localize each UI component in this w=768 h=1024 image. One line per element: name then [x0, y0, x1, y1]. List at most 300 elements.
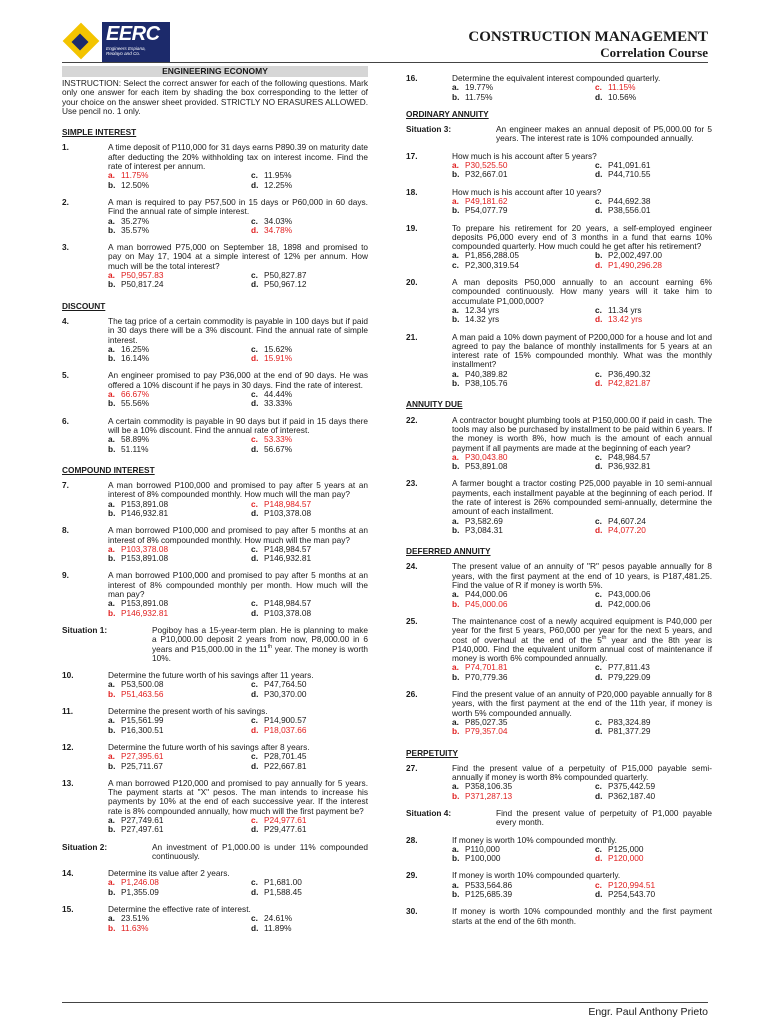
option-c: P24,977.61 [264, 815, 307, 825]
option-letter: c. [251, 343, 258, 354]
option-c: P43,000.06 [608, 589, 651, 600]
option-d: 56.67% [264, 443, 293, 454]
option-letter: d. [595, 259, 603, 270]
question-text: The present value of an annuity of "R" pesos payable annually for 8 years, with the first payment at the end of 10 years, is P187,481.25. Find the value of R if money is worth 5%. [452, 561, 712, 591]
question-number: 6. [62, 415, 69, 426]
option-letter: b. [108, 179, 116, 190]
option-b: 11.75% [465, 91, 493, 102]
option-letter: c. [595, 879, 602, 890]
option-letter: b. [108, 688, 116, 699]
option-letter: b. [452, 461, 460, 472]
option-letter: d. [595, 790, 603, 801]
option-b: P53,891.08 [465, 461, 508, 472]
option-a: P53,500.08 [121, 679, 164, 690]
option-letter: d. [595, 378, 603, 389]
option-letter: b. [108, 886, 116, 897]
question [62, 571, 368, 617]
option-a: 35.27% [121, 215, 150, 226]
option-letter: d. [251, 607, 259, 618]
option-letter: c. [251, 434, 258, 445]
question-text: How much is his account after 10 years? [452, 186, 602, 197]
option-letter: c. [595, 368, 602, 379]
option-letter: c. [595, 515, 602, 526]
question-number: 9. [62, 570, 69, 581]
question-number: 4. [62, 315, 69, 326]
question-number: 14. [62, 868, 74, 879]
option-c: P77,811.43 [608, 662, 650, 673]
section-annuity-due: ANNUITY DUE [406, 399, 463, 410]
option-d: P103,378.08 [264, 507, 312, 518]
option-d: P146,932.81 [264, 553, 312, 564]
option-b: P1,355.09 [121, 886, 159, 897]
option-c: 11.95% [264, 170, 292, 181]
option-a: 58.89% [121, 434, 150, 445]
option-letter: b. [452, 598, 460, 609]
option-c: 11.34 yrs [608, 304, 642, 315]
question [406, 152, 712, 180]
option-a: P153,891.08 [121, 498, 169, 509]
question-number: 28. [406, 834, 418, 845]
question-text: Determine the effective rate of interest. [108, 904, 251, 915]
option-letter: a. [452, 160, 459, 171]
option-letter: d. [251, 760, 259, 771]
option-letter: a. [452, 195, 459, 206]
question-text: A man paid a 10% down payment of P200,000 for a house and lot and agreed to pay the balance of monthly installments for 5 years at an interest rate of 15% compounded monthly. What was the monthly installment? [452, 331, 712, 370]
question-text: A man deposits P50,000 annually to an account earning 6% compounded continuously. How many years will it take him to accumulate P1,000,000? [452, 277, 712, 306]
question-number: 7. [62, 480, 69, 491]
option-letter: c. [251, 270, 258, 281]
option-letter: d. [251, 398, 259, 409]
question-number: 13. [62, 777, 74, 788]
option-c: P2,300,319.54 [465, 259, 519, 270]
option-letter: b. [108, 760, 116, 771]
option-b: P27,497.61 [121, 824, 164, 835]
option-b: P45,000.06 [465, 598, 508, 609]
section-discount: DISCOUNT [62, 300, 106, 311]
option-letter: c. [251, 715, 258, 726]
question-text: Find the present value of a perpetuity of P15,000 payable semi-annually if money is worth 8% compounded quarterly. [452, 762, 712, 783]
question-text: An engineer promised to pay P36,000 at the end of 90 days. He was offered a 10% discount if he pays in 30 days. Find the rate of interest. [108, 370, 368, 390]
option-c: 24.61% [264, 913, 293, 924]
option-letter: d. [595, 853, 603, 864]
option-a: P110,000 [465, 843, 500, 854]
question-text: A man borrowed P75,000 on September 18, 1898 and promised to pay on May 17, 1904 at a simple interest of 12% per annum. How much will be the total interest? [108, 242, 368, 271]
option-d: P79,229.09 [608, 671, 651, 682]
option-letter: a. [452, 781, 459, 792]
option-letter: a. [108, 389, 115, 400]
option-letter: a. [108, 343, 115, 354]
option-letter: a. [452, 589, 459, 600]
option-a: P30,043.80 [465, 451, 508, 462]
question [62, 417, 368, 454]
question [62, 526, 368, 563]
situation [406, 125, 712, 144]
question [406, 907, 712, 926]
option-a: P27,395.61 [121, 751, 164, 762]
option-letter: a. [108, 815, 115, 825]
option-letter: c. [595, 195, 602, 206]
option-c: 34.03% [264, 215, 293, 226]
question-text: The maintenance cost of a newly acquired equipment is P40,000 per year for the first 5 years, P60,000 per year for the next 5 years, and cost of overhaul at the end of the 5th year and the 8th year is P140,000. Find the equivalent uniform annual cost of maintenance if money is worth 6% compounded annually. [452, 615, 712, 664]
option-d: P103,378.08 [264, 607, 312, 618]
section-compound-interest: COMPOUND INTEREST [62, 464, 155, 475]
question-number: 16. [406, 73, 418, 83]
option-letter: a. [452, 82, 459, 93]
option-a: P40,389.82 [465, 368, 508, 379]
option-letter: b. [108, 398, 116, 409]
question-number: 5. [62, 370, 69, 381]
option-letter: c. [251, 679, 258, 690]
option-c: 53.33% [264, 434, 293, 445]
option-letter: a. [452, 451, 459, 462]
question [62, 707, 368, 735]
situation [406, 809, 712, 828]
option-letter: b. [452, 853, 460, 864]
situation-text: An investment of P1,000.00 is under 11% compounded continuously. [152, 841, 368, 861]
question-text: A time deposit of P110,000 for 31 days earns P890.39 on maturity date after deducting the 20% withholding tax on interest income. Find the rate of interest per annum. [108, 142, 368, 172]
situation [62, 626, 368, 663]
option-b: P16,300.51 [121, 724, 164, 735]
option-a: P50,957.83 [121, 270, 164, 281]
question-number: 22. [406, 414, 418, 425]
question-text: Determine the future worth of his savings after 11 years. [108, 670, 314, 681]
option-d: P29,477.61 [264, 824, 307, 835]
question [406, 278, 712, 324]
option-b: P146,932.81 [121, 507, 169, 518]
left-column [62, 66, 368, 941]
situation-label: Situation 1: [62, 624, 108, 635]
option-letter: a. [452, 843, 459, 854]
option-letter: a. [108, 543, 115, 554]
option-letter: d. [251, 688, 259, 699]
option-d: 13.42 yrs [608, 314, 643, 325]
question-text: A man borrowed P100,000 and promised to pay after 5 years at an interest of 8% compounded monthly. How much will the man pay? [108, 480, 368, 500]
question [406, 224, 712, 270]
option-c: P44,692.38 [608, 195, 651, 206]
option-letter: d. [595, 726, 603, 737]
option-letter: b. [452, 314, 460, 325]
question [406, 74, 712, 102]
option-d: P254,543.70 [608, 889, 656, 900]
option-letter: d. [595, 461, 603, 472]
option-c: P148,984.57 [264, 598, 312, 609]
option-a: P3,582.69 [465, 515, 503, 526]
situation-label: Situation 4: [406, 808, 452, 818]
question [62, 317, 368, 363]
question-number: 21. [406, 331, 418, 342]
option-d: 12.25% [264, 179, 293, 190]
option-b: P32,667.01 [465, 169, 508, 180]
option-letter: d. [251, 922, 259, 933]
question-number: 30. [406, 906, 418, 917]
situation-text: An engineer makes an annual deposit of P5,000.00 for 5 years. The interest rate is 10% compounded annually. [496, 124, 712, 144]
option-b: 51.11% [121, 443, 149, 454]
question-number: 29. [406, 870, 418, 881]
option-letter: d. [251, 443, 259, 454]
option-c: P83,324.89 [608, 716, 651, 727]
question-number: 23. [406, 478, 418, 489]
question [406, 871, 712, 899]
option-letter: d. [251, 279, 259, 290]
option-a: P85,027.35 [465, 716, 508, 727]
question-text: Determine the equivalent interest compounded quarterly. [452, 73, 661, 83]
option-a: P1,246.08 [121, 877, 159, 888]
option-letter: c. [595, 716, 602, 727]
option-d: P50,967.12 [264, 279, 307, 290]
option-d: 15.91% [264, 353, 293, 364]
option-letter: c. [251, 815, 258, 825]
option-letter: d. [251, 886, 259, 897]
question-number: 3. [62, 242, 69, 253]
header-divider [62, 62, 708, 63]
question-number: 27. [406, 762, 418, 773]
logo-sub-1: Engineers Espiana, [106, 46, 146, 51]
option-letter: b. [108, 224, 116, 235]
option-d: P36,932.81 [608, 461, 651, 472]
option-letter: b. [108, 724, 116, 735]
question [406, 479, 712, 535]
option-a: 23.51% [121, 913, 150, 924]
option-letter: d. [595, 169, 603, 180]
option-b: 11.63% [121, 922, 149, 933]
option-b: P2,002,497.00 [608, 250, 662, 261]
question-text: The tag price of a certain commodity is payable in 100 days but if paid in 30 days there will be a 3% discount. Find the annual rate of simple interest. [108, 315, 368, 345]
option-letter: a. [108, 751, 115, 762]
option-letter: b. [452, 169, 460, 180]
option-letter: b. [108, 353, 116, 364]
option-d: P1,588.45 [264, 886, 302, 897]
option-letter: a. [452, 662, 459, 673]
question-text: A man is required to pay P57,500 in 15 days or P60,000 in 60 days. Find the annual rate of simple interest. [108, 196, 368, 217]
option-b: P153,891.08 [121, 553, 169, 564]
option-letter: d. [251, 353, 259, 364]
option-a: P358,106.35 [465, 781, 513, 792]
option-b: 16.14% [121, 353, 150, 364]
option-letter: b. [108, 922, 116, 933]
option-letter: c. [595, 843, 602, 854]
option-b: P146,932.81 [121, 607, 169, 618]
option-b: P3,084.31 [465, 524, 503, 535]
question-text: Determine its value after 2 years. [108, 868, 230, 879]
option-letter: d. [595, 205, 603, 216]
option-letter: c. [595, 451, 602, 462]
situation-text: Find the present value of perpetuity of P1,000 payable every month. [496, 808, 712, 828]
option-letter: a. [108, 215, 115, 226]
option-a: P44,000.06 [465, 589, 508, 600]
option-a: 11.75% [121, 170, 149, 181]
eerc-logo [62, 22, 170, 62]
question-text: Find the present value of an annuity of P20,000 payable annually for 8 years, with the first payment at the end of the 11th year, if money is worth 5% compounded annually. [452, 689, 712, 718]
option-b: 35.57% [121, 224, 150, 235]
option-b: P70,779.36 [465, 671, 508, 682]
option-letter: d. [251, 179, 259, 190]
option-b: P51,463.56 [121, 688, 164, 699]
option-letter: c. [251, 913, 258, 924]
option-d: P120,000 [608, 853, 644, 864]
question [62, 198, 368, 235]
option-a: 66.67% [121, 389, 150, 400]
option-letter: b. [108, 553, 116, 564]
question-text: To prepare his retirement for 20 years, a self-employed engineer deposits P6,000 every end of 3 months in a fund that earns 10% compounded quarterly. How much could he get after his retirement? [452, 222, 712, 252]
question [62, 869, 368, 897]
option-c: P41,091.61 [608, 160, 651, 171]
option-b: P50,817.24 [121, 279, 164, 290]
option-c: P375,442.59 [608, 781, 656, 792]
question [406, 836, 712, 864]
option-d: P42,821.87 [608, 378, 651, 389]
situation-text: Pogiboy has a 15-year-term plan. He is planning to make a P10,000.00 deposit 2 years from now, P8,000.00 in 6 years and P15,000.00 in the 11th year. The money is worth 10%. [152, 624, 368, 663]
option-letter: d. [251, 553, 259, 564]
question [62, 481, 368, 518]
author-name: Engr. Paul Anthony Prieto [588, 1006, 708, 1018]
option-letter: a. [452, 368, 459, 379]
instruction-text: INSTRUCTION: Select the correct answer for each of the following questions. Mark only one answer for each item by shading the box corresponding to the letter of your choice on the answer sheet provided. STRICTLY NO ERASURES ALLOWED. Use pencil no. 1 only. [62, 78, 368, 116]
footer-divider [62, 1002, 708, 1003]
situation [62, 843, 368, 862]
option-letter: b. [452, 790, 460, 801]
question-number: 10. [62, 670, 74, 681]
question-number: 17. [406, 150, 418, 161]
question [62, 779, 368, 835]
option-letter: a. [108, 498, 115, 509]
option-letter: b. [452, 726, 460, 737]
option-c: P1,681.00 [264, 877, 302, 888]
question-text: A man borrowed P120,000 and promised to pay annually for 5 years. The payment starts at "X" pesos. The man intends to increase his payments by 10% at the end of each successive year. If the interest rate is 8% compounded annually, how much will the first payment be? [108, 777, 368, 816]
question-number: 18. [406, 186, 418, 197]
option-b: P38,105.76 [465, 378, 508, 389]
question-number: 25. [406, 615, 418, 626]
option-d: 33.33% [264, 398, 293, 409]
question-number: 20. [406, 277, 418, 288]
option-c: P36,490.32 [608, 368, 651, 379]
option-letter: b. [108, 507, 116, 518]
option-d: P38,556.01 [608, 205, 651, 216]
option-letter: c. [595, 781, 602, 792]
option-d: P18,037.66 [264, 724, 307, 735]
option-letter: c. [251, 543, 258, 554]
option-letter: b. [108, 443, 116, 454]
question-number: 1. [62, 142, 69, 153]
option-letter: d. [595, 671, 603, 682]
option-b: P54,077.79 [465, 205, 508, 216]
page-title: CONSTRUCTION MANAGEMENT [468, 29, 708, 45]
option-letter: b. [108, 824, 116, 835]
question-text: A certain commodity is payable in 90 days but if paid in 15 days there will be a 10% discount. Find the annual rate of interest. [108, 415, 368, 435]
option-letter: a. [108, 715, 115, 726]
option-letter: c. [251, 170, 258, 181]
option-letter: c. [251, 215, 258, 226]
option-d: P81,377.29 [608, 726, 651, 737]
option-a: P30,525.50 [465, 160, 508, 171]
option-a: P153,891.08 [121, 598, 169, 609]
option-c: 15.62% [264, 343, 293, 354]
question-text: A man borrowed P100,000 and promised to pay after 5 months at an interest of 8% compounded monthly. How much will the man pay? [108, 525, 368, 545]
question-number: 8. [62, 525, 69, 536]
question-text: How much is his account after 5 years? [452, 150, 597, 161]
option-letter: a. [108, 270, 115, 281]
option-c: P14,900.57 [264, 715, 307, 726]
option-b: 12.50% [121, 179, 150, 190]
question [62, 743, 368, 771]
option-letter: c. [251, 877, 258, 888]
option-letter: d. [251, 724, 259, 735]
situation-label: Situation 3: [406, 124, 452, 135]
option-d: P22,667.81 [264, 760, 307, 771]
option-c: 11.15% [608, 82, 636, 93]
option-d: P4,077.20 [608, 524, 646, 535]
option-d: 11.89% [264, 922, 292, 933]
question [62, 243, 368, 289]
option-d: P44,710.55 [608, 169, 651, 180]
option-letter: c. [595, 589, 602, 600]
option-letter: a. [108, 170, 115, 181]
option-a: P103,378.08 [121, 543, 169, 554]
option-letter: a. [452, 879, 459, 890]
option-c: P148,984.57 [264, 543, 312, 554]
question-number: 19. [406, 222, 418, 233]
option-letter: a. [452, 515, 459, 526]
section-ordinary-annuity: ORDINARY ANNUITY [406, 108, 489, 119]
option-c: P4,607.24 [608, 515, 646, 526]
question-text: Determine the present worth of his savings. [108, 706, 268, 717]
option-c: P48,984.57 [608, 451, 651, 462]
option-letter: c. [251, 751, 258, 762]
option-letter: c. [595, 662, 602, 673]
option-letter: c. [595, 82, 602, 93]
option-a: 12.34 yrs [465, 304, 500, 315]
section-simple-interest: SIMPLE INTEREST [62, 127, 137, 138]
question [406, 188, 712, 216]
option-letter: d. [595, 889, 603, 900]
option-letter: c. [452, 259, 459, 270]
option-letter: c. [251, 598, 258, 609]
question [62, 905, 368, 933]
option-letter: b. [452, 205, 460, 216]
option-a: P49,181.62 [465, 195, 508, 206]
option-d: P362,187.40 [608, 790, 656, 801]
question [406, 562, 712, 608]
question-text: A farmer bought a tractor costing P25,000 payable in 10 semi-annual payments, each installment payable at the beginning of each period. If the rate of interest is 26% compounded semi-annually, determine the amount of each installment. [452, 478, 712, 517]
option-c: P28,701.45 [264, 751, 307, 762]
option-letter: b. [452, 378, 460, 389]
question-number: 11. [62, 706, 74, 717]
option-letter: a. [452, 250, 459, 261]
option-letter: d. [595, 598, 603, 609]
option-letter: d. [595, 524, 603, 535]
subject-banner: ENGINEERING ECONOMY [62, 66, 368, 77]
question-text: If money is worth 10% compounded monthly. [452, 834, 617, 845]
question-text: Determine the future worth of his savings after 8 years. [108, 741, 310, 752]
option-letter: a. [108, 598, 115, 609]
option-letter: d. [251, 824, 259, 835]
question-text: If money is worth 10% compounded quarterly. [452, 870, 621, 881]
option-letter: c. [595, 304, 602, 315]
question-number: 12. [62, 741, 74, 752]
option-letter: a. [108, 679, 115, 690]
option-a: P533,564.86 [465, 879, 513, 890]
option-letter: c. [595, 160, 602, 171]
option-letter: b. [595, 250, 603, 261]
option-letter: b. [108, 279, 116, 290]
question [406, 333, 712, 389]
option-letter: a. [108, 913, 115, 924]
question [406, 764, 712, 801]
logo-brand: EERC [106, 23, 160, 45]
option-b: P125,685.39 [465, 889, 513, 900]
option-c: 44.44% [264, 389, 293, 400]
option-letter: a. [452, 716, 459, 727]
question-number: 24. [406, 561, 418, 572]
